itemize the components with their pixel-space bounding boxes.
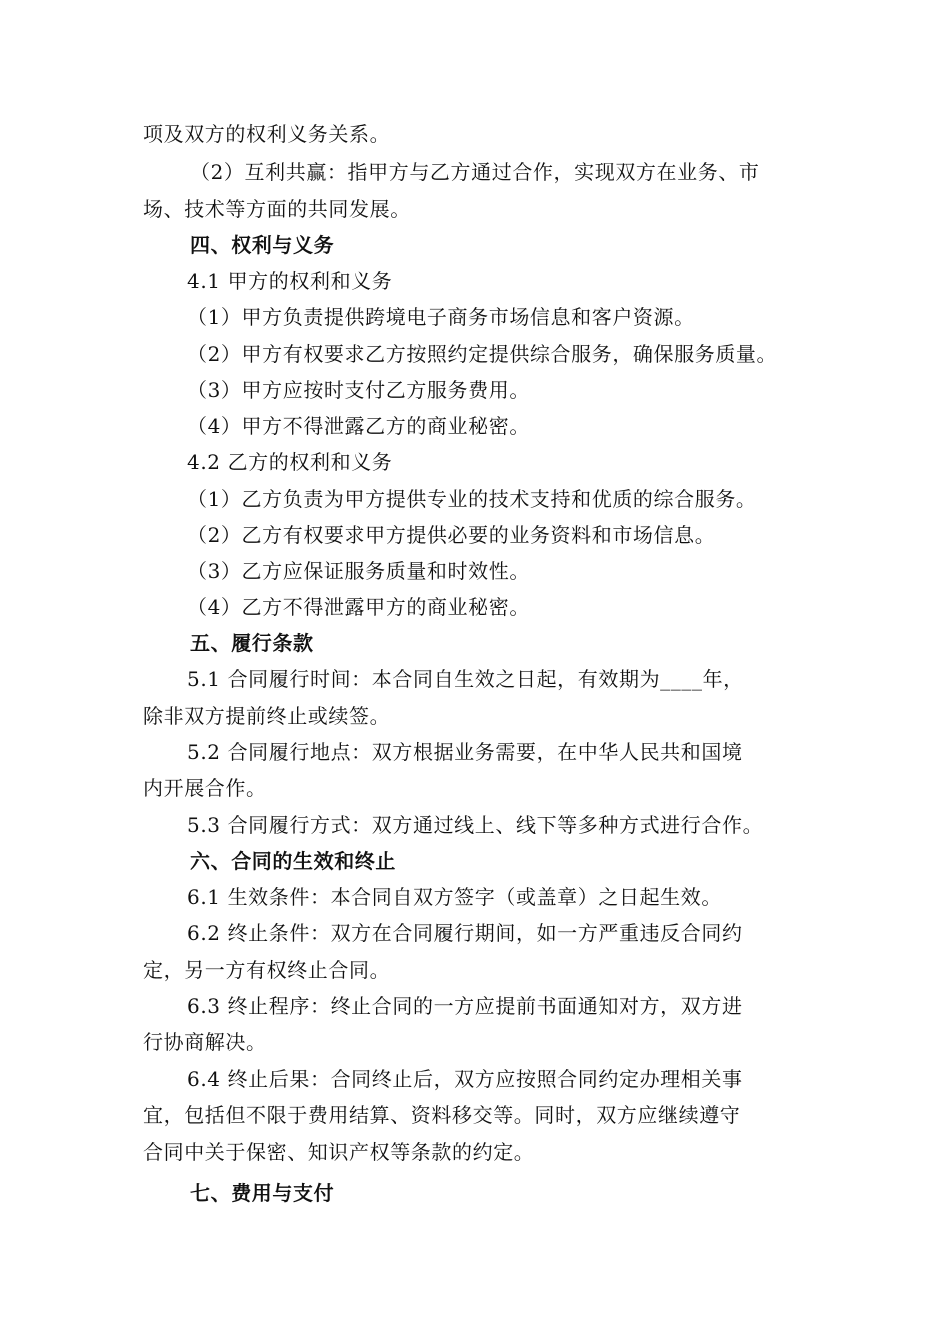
list-item: （4）乙方不得泄露甲方的商业秘密。: [187, 595, 530, 619]
clause-line: 6.3 终止程序：终止合同的一方应提前书面通知对方，双方进: [187, 994, 743, 1018]
clause-line: 定，另一方有权终止合同。: [143, 958, 391, 982]
list-item: （3）甲方应按时支付乙方服务费用。: [187, 378, 530, 402]
clause-line: 6.2 终止条件：双方在合同履行期间，如一方严重违反合同约: [187, 921, 743, 945]
clause-line: 6.1 生效条件：本合同自双方签字（或盖章）之日起生效。: [187, 885, 722, 909]
clause-line: 宜，包括但不限于费用结算、资料移交等。同时，双方应继续遵守: [143, 1103, 741, 1127]
clause-line: 合同中关于保密、知识产权等条款的约定。: [143, 1140, 535, 1164]
section-heading: 七、费用与支付: [190, 1181, 335, 1205]
list-item: （2）乙方有权要求甲方提供必要的业务资料和市场信息。: [187, 523, 716, 547]
paragraph-line: 项及双方的权利义务关系。: [143, 122, 391, 146]
list-item: （3）乙方应保证服务质量和时效性。: [187, 559, 530, 583]
clause-line: 5.3 合同履行方式：双方通过线上、线下等多种方式进行合作。: [187, 813, 764, 837]
clause-line: 行协商解决。: [143, 1030, 267, 1054]
paragraph-line: 场、技术等方面的共同发展。: [143, 197, 411, 221]
list-item: （2）甲方有权要求乙方按照约定提供综合服务，确保服务质量。: [187, 342, 778, 366]
clause-line: 5.2 合同履行地点：双方根据业务需要，在中华人民共和国境: [187, 740, 743, 764]
subsection-heading: 4.2 乙方的权利和义务: [187, 450, 393, 474]
list-item: （1）乙方负责为甲方提供专业的技术支持和优质的综合服务。: [187, 487, 757, 511]
paragraph-line: （2）互利共赢：指甲方与乙方通过合作，实现双方在业务、市: [190, 160, 760, 184]
list-item: （4）甲方不得泄露乙方的商业秘密。: [187, 414, 530, 438]
section-heading: 四、权利与义务: [190, 233, 335, 257]
section-heading: 五、履行条款: [190, 631, 314, 655]
clause-line: 内开展合作。: [143, 776, 267, 800]
subsection-heading: 4.1 甲方的权利和义务: [187, 269, 393, 293]
clause-line: 除非双方提前终止或续签。: [143, 704, 391, 728]
section-heading: 六、合同的生效和终止: [190, 849, 396, 873]
clause-line: 5.1 合同履行时间：本合同自生效之日起，有效期为____年，: [187, 667, 744, 691]
clause-line: 6.4 终止后果：合同终止后，双方应按照合同约定办理相关事: [187, 1067, 743, 1091]
list-item: （1）甲方负责提供跨境电子商务市场信息和客户资源。: [187, 305, 695, 329]
